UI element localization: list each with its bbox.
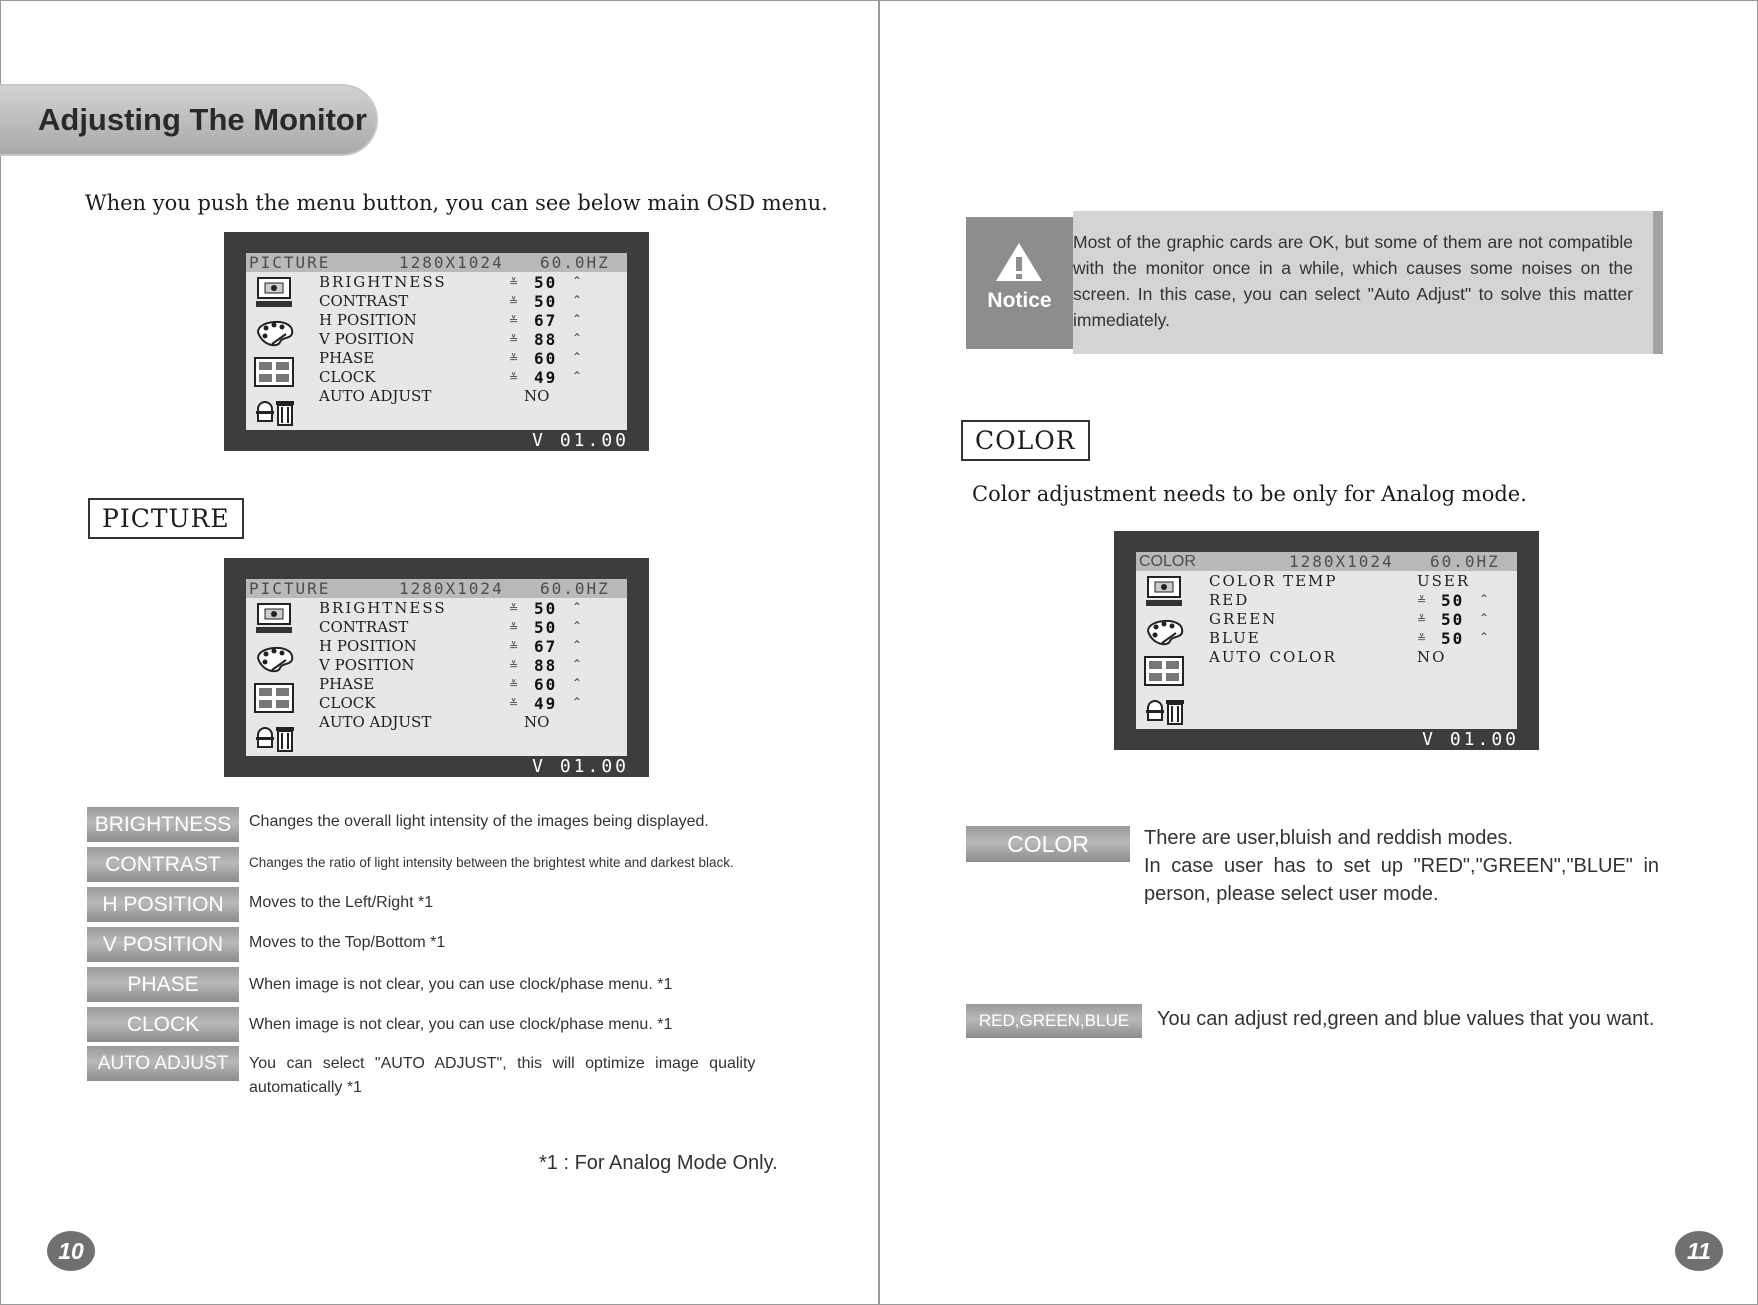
- chevron-up-icon: ⌃: [572, 350, 583, 364]
- chevron-down-icon: ≚: [509, 622, 519, 634]
- window-layout-icon: [252, 680, 296, 716]
- chevron-up-icon: ⌃: [572, 638, 583, 652]
- section-label-color: COLOR: [961, 420, 1090, 461]
- window-layout-icon: [252, 354, 296, 390]
- term-color: COLOR: [966, 826, 1130, 862]
- page-number: 11: [1675, 1231, 1723, 1271]
- osd-header: [1136, 552, 1517, 571]
- chevron-up-icon: ⌃: [1479, 592, 1490, 606]
- color-palette-icon: [252, 640, 296, 676]
- desc-clock: When image is not clear, you can use clock/phase menu. *1: [249, 1016, 673, 1033]
- desc-color-line1: There are user,bluish and reddish modes.: [1144, 827, 1514, 849]
- osd-version: V 01.00: [532, 756, 629, 777]
- chevron-down-icon: ≚: [509, 334, 519, 346]
- desc-auto-adjust-cont: automatically *1: [249, 1079, 362, 1096]
- osd-row-phase: PHASE ≚ 60 ⌃: [319, 675, 583, 694]
- term-h-position: H POSITION: [87, 887, 239, 922]
- chevron-up-icon: ⌃: [572, 695, 583, 709]
- osd-row-contrast: CONTRAST ≚ 50 ⌃: [319, 292, 583, 311]
- color-palette-icon: [252, 314, 296, 350]
- osd-row-h-position: H POSITION ≚ 67 ⌃: [319, 311, 583, 330]
- page-number: 10: [47, 1231, 95, 1271]
- osd-header-resolution: 1280X1024: [399, 253, 504, 272]
- title-tab: [0, 84, 378, 156]
- osd-row-green: GREEN ≚ 50 ⌃: [1209, 610, 1490, 629]
- window-layout-icon: [1142, 653, 1186, 689]
- desc-color-line2: In case user has to set up "RED","GREEN","BLUE" in: [1144, 855, 1660, 877]
- notice-tag: [966, 217, 1073, 349]
- intro-text: When you push the menu button, you can see below main OSD menu.: [85, 191, 828, 215]
- chevron-down-icon: ≚: [509, 315, 519, 327]
- notice-label: Notice: [987, 289, 1052, 312]
- term-phase: PHASE: [87, 967, 239, 1002]
- osd-header-refresh: 60.0HZ: [540, 579, 610, 598]
- osd-row-auto-adjust: AUTO ADJUST NO: [319, 387, 550, 405]
- chevron-down-icon: ≚: [509, 660, 519, 672]
- chevron-up-icon: ⌃: [572, 619, 583, 633]
- term-brightness: BRIGHTNESS: [87, 807, 239, 842]
- chevron-up-icon: ⌃: [572, 331, 583, 345]
- desc-red-green-blue: You can adjust red,green and blue values that you want.: [1157, 1008, 1655, 1030]
- osd-row-v-position: V POSITION ≚ 88 ⌃: [319, 330, 583, 349]
- tools-icon: [1142, 692, 1186, 728]
- osd-header: [246, 253, 627, 272]
- osd-row-v-position: V POSITION ≚ 88 ⌃: [319, 656, 583, 675]
- osd-row-brightness: BRIGHTNESS ≚ 50 ⌃: [319, 273, 583, 292]
- osd-menu-color: [1114, 531, 1539, 750]
- color-intro-text: Color adjustment needs to be only for Analog mode.: [972, 482, 1527, 506]
- osd-screen: [246, 579, 627, 756]
- osd-header-refresh: 60.0HZ: [540, 253, 610, 272]
- osd-row-brightness: BRIGHTNESS ≚ 50 ⌃: [319, 599, 583, 618]
- osd-header-refresh: 60.0HZ: [1430, 552, 1500, 571]
- osd-header-title: COLOR: [1139, 553, 1196, 570]
- chevron-down-icon: ≚: [509, 603, 519, 615]
- chevron-up-icon: ⌃: [572, 312, 583, 326]
- chevron-up-icon: ⌃: [572, 600, 583, 614]
- monitor-icon: [252, 275, 296, 311]
- chevron-up-icon: ⌃: [1479, 611, 1490, 625]
- chevron-down-icon: ≚: [509, 679, 519, 691]
- page-right: [879, 0, 1758, 1305]
- desc-h-position: Moves to the Left/Right *1: [249, 894, 434, 911]
- chevron-down-icon: ≚: [509, 277, 519, 289]
- chevron-up-icon: ⌃: [1479, 630, 1490, 644]
- osd-menu-main: [224, 232, 649, 451]
- term-v-position: V POSITION: [87, 927, 239, 962]
- osd-row-auto-color: AUTO COLOR NO: [1209, 648, 1447, 666]
- page-title: Adjusting The Monitor: [38, 102, 367, 137]
- chevron-up-icon: ⌃: [572, 676, 583, 690]
- osd-header: [246, 579, 627, 598]
- osd-version: V 01.00: [1422, 729, 1519, 750]
- notice-text: Most of the graphic cards are OK, but some of them are not compatible with the monitor once in a while, which causes some noises on the screen. In this case, you can select "Auto Adjust" to solve this matter immediately.: [1073, 232, 1633, 330]
- osd-header-resolution: 1280X1024: [1289, 552, 1394, 571]
- osd-screen: [246, 253, 627, 430]
- chevron-down-icon: ≚: [1417, 595, 1427, 607]
- term-contrast: CONTRAST: [87, 847, 239, 882]
- term-red-green-blue: RED,GREEN,BLUE: [966, 1004, 1142, 1038]
- osd-header-title: PICTURE: [249, 253, 331, 272]
- osd-menu-picture: [224, 558, 649, 777]
- desc-color-line3: person, please select user mode.: [1144, 883, 1439, 905]
- chevron-down-icon: ≚: [1417, 614, 1427, 626]
- tools-icon: [252, 393, 296, 429]
- osd-row-color-temp: COLOR TEMP USER: [1209, 572, 1471, 590]
- chevron-down-icon: ≚: [509, 372, 519, 384]
- desc-brightness: Changes the overall light intensity of the images being displayed.: [249, 813, 709, 830]
- osd-row-contrast: CONTRAST ≚ 50 ⌃: [319, 618, 583, 637]
- chevron-up-icon: ⌃: [572, 657, 583, 671]
- osd-row-h-position: H POSITION ≚ 67 ⌃: [319, 637, 583, 656]
- section-label-picture: PICTURE: [88, 498, 244, 539]
- chevron-down-icon: ≚: [509, 296, 519, 308]
- osd-version: V 01.00: [532, 430, 629, 451]
- osd-row-clock: CLOCK ≚ 49 ⌃: [319, 694, 583, 713]
- osd-row-auto-adjust: AUTO ADJUST NO: [319, 713, 550, 731]
- warning-icon: [994, 241, 1044, 283]
- term-clock: CLOCK: [87, 1007, 239, 1042]
- chevron-up-icon: ⌃: [572, 369, 583, 383]
- chevron-up-icon: ⌃: [572, 293, 583, 307]
- desc-v-position: Moves to the Top/Bottom *1: [249, 934, 446, 951]
- chevron-down-icon: ≚: [509, 353, 519, 365]
- chevron-down-icon: ≚: [1417, 633, 1427, 645]
- osd-screen: [1136, 552, 1517, 729]
- desc-contrast: Changes the ratio of light intensity between the brightest white and darkest black.: [249, 855, 734, 870]
- color-palette-icon: [1142, 613, 1186, 649]
- footnote: *1 : For Analog Mode Only.: [539, 1152, 778, 1174]
- osd-row-blue: BLUE ≚ 50 ⌃: [1209, 629, 1490, 648]
- desc-phase: When image is not clear, you can use clock/phase menu. *1: [249, 976, 673, 993]
- osd-header-resolution: 1280X1024: [399, 579, 504, 598]
- desc-auto-adjust: You can select "AUTO ADJUST", this will optimize image quality: [249, 1055, 756, 1072]
- chevron-down-icon: ≚: [509, 641, 519, 653]
- chevron-down-icon: ≚: [509, 698, 519, 710]
- tools-icon: [252, 719, 296, 755]
- osd-row-clock: CLOCK ≚ 49 ⌃: [319, 368, 583, 387]
- osd-row-phase: PHASE ≚ 60 ⌃: [319, 349, 583, 368]
- chevron-up-icon: ⌃: [572, 274, 583, 288]
- term-auto-adjust: AUTO ADJUST: [87, 1046, 239, 1081]
- monitor-icon: [1142, 574, 1186, 610]
- monitor-icon: [252, 601, 296, 637]
- osd-header-title: PICTURE: [249, 579, 331, 598]
- osd-row-red: RED ≚ 50 ⌃: [1209, 591, 1490, 610]
